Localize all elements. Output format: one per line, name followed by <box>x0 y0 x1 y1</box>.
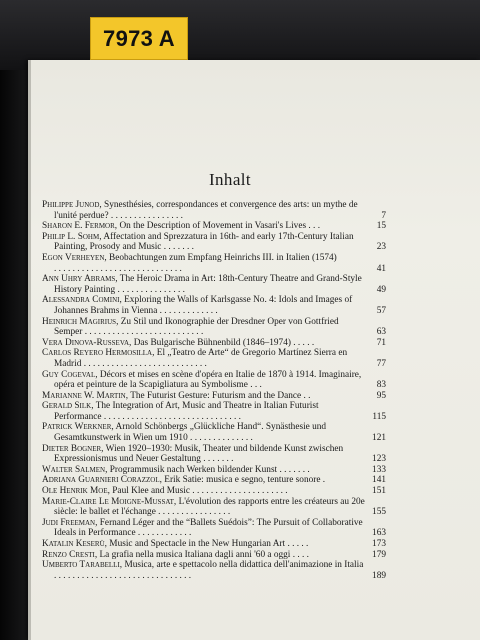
toc-entry <box>42 391 386 402</box>
table-of-contents <box>42 200 386 581</box>
toc-page-number: 163 <box>372 528 386 539</box>
toc-entry <box>42 338 386 349</box>
toc-entry-text <box>42 200 366 221</box>
toc-page-number: 141 <box>372 475 386 486</box>
toc-title: Music and Spectacle in the New Hungarian Art <box>109 539 286 549</box>
toc-entry-text <box>42 518 366 539</box>
toc-entry <box>42 518 386 539</box>
toc-page-number: 41 <box>376 263 386 274</box>
toc-leader-dots: . . . . . . . <box>161 242 194 253</box>
toc-page-number: 71 <box>376 337 386 348</box>
toc-author: Egon Verheyen, <box>42 252 107 263</box>
toc-leader-dots: . . . . . . . . . . . . . . . . . . . . . . . . . . . . . . <box>54 570 192 581</box>
toc-leader-dots: . . . . . . . . . . . . . <box>157 305 218 316</box>
toc-author: Heinrich Magirius, <box>42 316 119 327</box>
toc-entry <box>42 274 386 295</box>
toc-entry <box>42 370 386 391</box>
toc-leader-dots: . . . . . . . . . . . . . . . . <box>155 507 231 518</box>
toc-author: Renzo Cresti, <box>42 549 98 560</box>
toc-page-number: 15 <box>376 221 386 232</box>
toc-entry <box>42 539 386 550</box>
toc-title: On the Description of Movement in Vasari's Lives <box>119 221 307 232</box>
toc-leader-dots: . . . . . . . . . . . . . . . . . . . . . . . . . . . <box>81 358 207 369</box>
toc-entry-text <box>42 539 366 550</box>
toc-author: Carlos Reyero Hermosilla, <box>42 348 155 359</box>
toc-page-number: 83 <box>376 380 386 391</box>
toc-leader-dots: . . . . . . . . . . . . . . . . . . . . . . . . . . <box>82 327 204 338</box>
toc-entry-text <box>42 253 366 274</box>
page-title: Inhalt <box>208 170 252 189</box>
background-left <box>0 0 30 640</box>
inventory-label: 7973 A <box>90 17 188 60</box>
toc-page-number: 63 <box>376 327 386 338</box>
toc-entry-text <box>42 221 366 232</box>
toc-title: Zu Stil und Ikonographie der Dresdner Oper von Gottfried Semper <box>54 316 339 338</box>
toc-leader-dots: . . . . . . . . . . . . . . <box>187 433 253 444</box>
toc-entry <box>42 550 386 561</box>
toc-leader-dots: . . . . . . . . . . . . <box>135 528 192 539</box>
toc-leader-dots: . . . <box>247 380 262 391</box>
toc-page-number: 151 <box>372 486 386 497</box>
toc-author: Judi Freeman, <box>42 517 98 528</box>
toc-entry-text <box>42 444 366 465</box>
toc-entry-text <box>42 401 366 422</box>
toc-page-number: 189 <box>372 570 386 581</box>
toc-title: Erik Satie: musica e segno, tenture sonore <box>164 475 321 486</box>
toc-page-number: 95 <box>376 390 386 401</box>
toc-page-number: 23 <box>376 242 386 253</box>
toc-title: Fernand Léger and the “Ballets Suédois”: The Pursuit of Collaborative Ideals in Performance <box>54 517 363 539</box>
toc-page-number: 7 <box>381 210 386 221</box>
toc-title: Musica, arte e spettacolo nella didattica dell'animazione in Italia <box>124 560 364 571</box>
toc-entry <box>42 253 386 274</box>
toc-entry-text <box>42 497 366 518</box>
toc-entry-text <box>42 348 366 369</box>
toc-entry <box>42 465 386 476</box>
toc-title: La grafia nella musica Italiana dagli anni '60 a oggi <box>99 549 291 560</box>
toc-page-number: 179 <box>372 549 386 560</box>
toc-leader-dots: . . . . . . . . . . . . . . . . <box>108 210 183 221</box>
toc-title: El „Teatro de Arte“ de Gregorio Martínez Sierra en Madrid <box>54 348 348 369</box>
toc-leader-dots: . . . <box>306 221 321 232</box>
toc-title: Wien 1920–1930: Musik, Theater und bildende Kunst zwischen Expressionismus und Neuer Gestaltung <box>54 443 344 465</box>
toc-page-number: 121 <box>372 433 386 444</box>
toc-page-number: 49 <box>376 284 386 295</box>
toc-entry-text <box>42 465 366 476</box>
toc-title: Affectation and Sprezzatura in 16th- and early 17th-Century Italian Painting, Prosody and Music <box>54 231 354 253</box>
toc-entry <box>42 317 386 338</box>
toc-entry <box>42 348 386 369</box>
toc-entry <box>42 401 386 422</box>
toc-author: Philippe Junod, <box>42 200 102 210</box>
toc-leader-dots: . . <box>301 390 311 401</box>
toc-author: Ann Uhry Abrams, <box>42 274 118 285</box>
toc-leader-dots: . . . . . <box>285 539 309 549</box>
toc-entry <box>42 295 386 316</box>
toc-leader-dots: . . . . . . . . . . . . . . . . . . . . . . . . . . . . . . <box>101 411 241 422</box>
toc-entry <box>42 221 386 232</box>
toc-author: Katalin Keserü, <box>42 539 107 549</box>
toc-entry <box>42 232 386 253</box>
toc-title: Beobachtungen zum Empfang Heinrichs III. in Italien (1574) <box>109 252 337 263</box>
toc-author: Alessandra Comini, <box>42 295 122 306</box>
toc-author: Walter Salmen, <box>42 464 108 475</box>
toc-author: Patrick Werkner, <box>42 422 114 433</box>
toc-title: L'évolution des rapports entre les créateurs au 20e siècle: le ballet et l'échange <box>54 496 365 518</box>
toc-entry-text <box>42 560 366 581</box>
toc-entry <box>42 560 386 581</box>
toc-page-number: 123 <box>372 454 386 465</box>
toc-title: The Futurist Gesture: Futurism and the Dance <box>130 390 302 401</box>
toc-author: Vera Dinova-Russeva, <box>42 337 132 348</box>
toc-title: Décors et mises en scène d'opéra en Italie de 1870 à 1914. Imaginaire, opéra et peinture de la Scapigliatura au Symbolisme <box>54 369 362 391</box>
toc-author: Adriana Guarnieri Corazzol, <box>42 475 162 486</box>
toc-title: Synesthésies, correspondances et convergence des arts: un mythe de l'unité perdue? <box>54 200 358 221</box>
toc-entry-text <box>42 391 366 402</box>
toc-page-number: 155 <box>372 507 386 518</box>
toc-page-number: 133 <box>372 464 386 475</box>
toc-entry-text <box>42 317 366 338</box>
toc-leader-dots: . . . . . . . <box>200 454 234 465</box>
toc-leader-dots: . . . . . <box>290 337 315 348</box>
toc-author: Marie-Claire Le Moigne-Mussat, <box>42 496 177 507</box>
toc-author: Marianne W. Martin, <box>42 390 129 401</box>
toc-entry-text <box>42 486 366 497</box>
toc-author: Guy Cogeval, <box>42 369 98 380</box>
toc-title: The Heroic Drama in Art: 18th-Century Theatre and Grand-Style History Painting <box>54 274 362 295</box>
toc-author: Umberto Tarabelli, <box>42 560 123 571</box>
toc-page-number: 173 <box>372 539 386 549</box>
toc-leader-dots: . . . . <box>290 549 309 560</box>
toc-title: Arnold Schönbergs „Glückliche Hand“. Synästhesie und Gesamtkunstwerk in Wien um 1910 <box>54 422 327 444</box>
toc-page-number: 115 <box>372 411 386 422</box>
toc-leader-dots: . . . . . . . . . . . . . . . <box>115 284 185 295</box>
toc-leader-dots: . . . . . . . . . . . . . . . . . . . . . <box>189 486 288 497</box>
toc-entry <box>42 497 386 518</box>
toc-entry <box>42 422 386 443</box>
toc-entry <box>42 486 386 497</box>
toc-leader-dots: . . . . . . . <box>277 464 310 475</box>
toc-entry-text <box>42 475 366 486</box>
toc-entry-text <box>42 232 366 253</box>
toc-leader-dots: . <box>320 475 326 486</box>
toc-entry <box>42 200 386 221</box>
toc-author: Philip L. Sohm, <box>42 231 102 242</box>
toc-entry-text <box>42 295 366 316</box>
toc-title: The Integration of Art, Music and Theatre in Italian Futurist Performance <box>54 401 319 422</box>
toc-title: Das Bulgarische Bühnenbild (1846–1974) <box>133 337 291 348</box>
page-edge <box>28 60 31 640</box>
toc-title: Programmusik nach Werken bildender Kunst <box>109 464 278 475</box>
toc-page-number: 57 <box>376 305 386 316</box>
toc-leader-dots: . . . . . . . . . . . . . . . . . . . . . . . . . . . . <box>54 263 182 274</box>
toc-page-number: 77 <box>376 358 386 369</box>
toc-entry-text <box>42 550 366 561</box>
toc-author: Dieter Bogner, <box>42 443 104 454</box>
toc-entry-text <box>42 274 366 295</box>
toc-author: Ole Henrik Moe, <box>42 486 110 497</box>
toc-entry <box>42 444 386 465</box>
toc-title: Paul Klee and Music <box>112 486 190 497</box>
toc-author: Sharon E. Fermor, <box>42 221 118 232</box>
toc-title: Exploring the Walls of Karlsgasse No. 4: Idols and Images of Johannes Brahms in Vienna <box>54 295 353 316</box>
toc-entry-text <box>42 370 366 391</box>
toc-entry-text <box>42 422 366 443</box>
toc-entry-text <box>42 338 366 349</box>
toc-entry <box>42 475 386 486</box>
toc-author: Gerald Silk, <box>42 401 94 412</box>
